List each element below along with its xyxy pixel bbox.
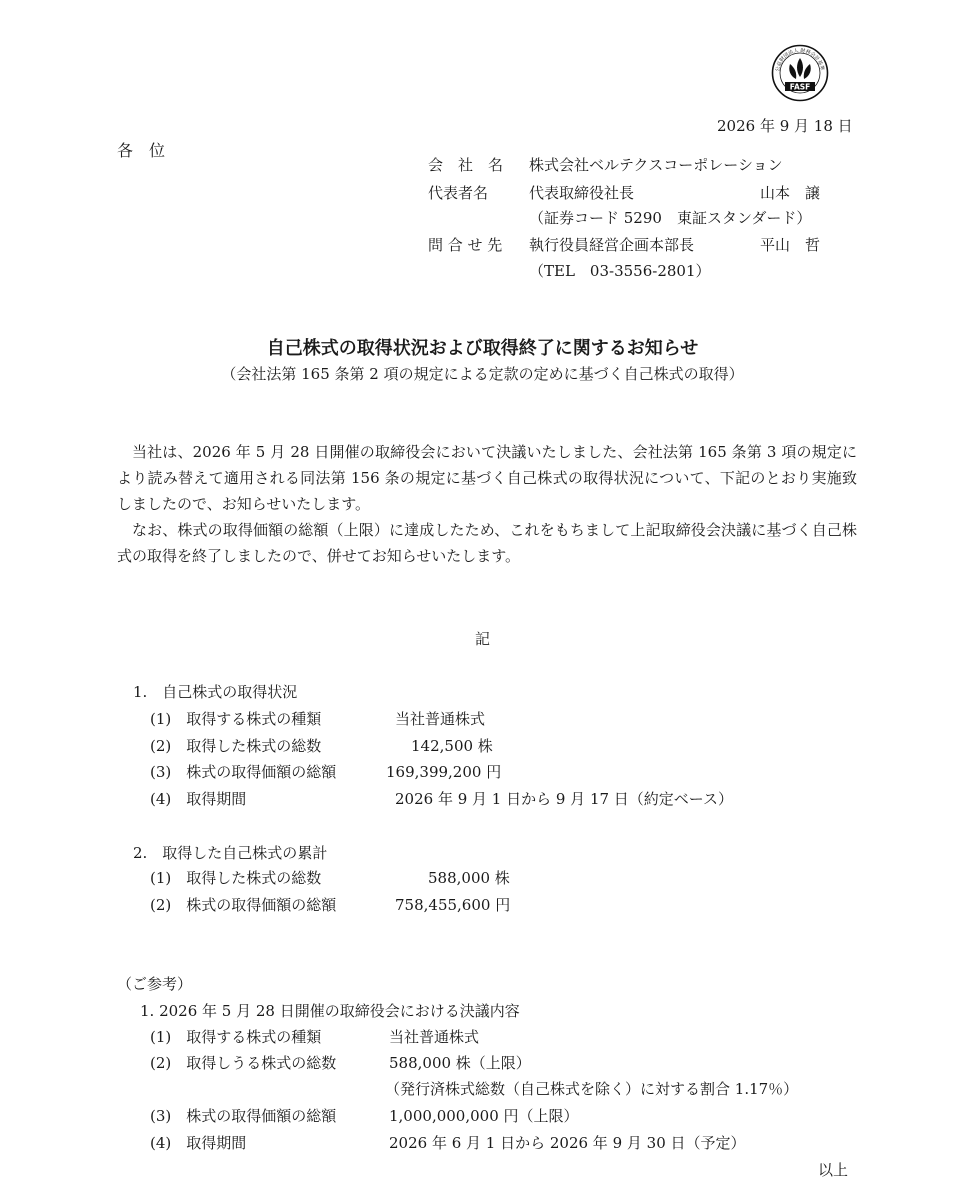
contact-tel: （TEL 03-3556-2801） xyxy=(529,262,711,280)
company-name-label: 会 社 名 xyxy=(428,156,504,174)
fasf-logo xyxy=(771,44,829,102)
section1-item-label: (1) 取得する株式の種類 xyxy=(150,710,322,728)
reference-item-value: 2026 年 6 月 1 日から 2026 年 9 月 30 日（予定） xyxy=(389,1134,746,1152)
reference-item-note: （発行済株式総数（自己株式を除く）に対する割合 1.17％） xyxy=(385,1080,799,1098)
section1-item-label: (2) 取得した株式の総数 xyxy=(150,737,322,755)
section1-item-value: 当社普通株式 xyxy=(395,710,486,728)
ki-marker: 記 xyxy=(474,630,490,648)
body-paragraph-1: 当社は、2026 年 5 月 28 日開催の取締役会において決議いたしました、会社法第 165 条第 3 項の規定により読み替えて適用される同法第 156 条の規定に基づく自己株式の取得状況について、下記のとおり実施致しましたので、お知らせいたします。 xyxy=(117,443,857,513)
document-title: 自己株式の取得状況および取得終了に関するお知らせ xyxy=(266,338,699,359)
body-paragraph-2: なお、株式の取得価額の総額（上限）に達成したため、これをもちまして上記取締役会決議に基づく自己株式の取得を終了しましたので、併せてお知らせいたします。 xyxy=(117,521,857,565)
reference-item-label: (4) 取得期間 xyxy=(150,1134,247,1152)
reference-item-label: (1) 取得する株式の種類 xyxy=(150,1028,322,1046)
closing-mark: 以上 xyxy=(818,1161,849,1179)
section1-heading: 1. 自己株式の取得状況 xyxy=(133,683,298,701)
section1-item-value: 2026 年 9 月 1 日から 9 月 17 日（約定ベース） xyxy=(395,790,734,808)
release-date: 2026 年 9 月 18 日 xyxy=(717,117,853,135)
reference-subheading: 1. 2026 年 5 月 28 日開催の取締役会における決議内容 xyxy=(140,1002,520,1020)
representative-name: 山本 譲 xyxy=(760,184,821,202)
reference-item-label: (2) 取得しうる株式の総数 xyxy=(150,1054,337,1072)
reference-item-value: 当社普通株式 xyxy=(389,1028,480,1046)
section1-item-label: (4) 取得期間 xyxy=(150,790,247,808)
section1-item-label: (3) 株式の取得価額の総額 xyxy=(150,763,337,781)
addressee: 各 位 xyxy=(117,141,166,160)
section2-item-value: 758,455,600 円 xyxy=(395,896,511,914)
contact-title: 執行役員経営企画本部長 xyxy=(529,236,695,254)
representative-label: 代表者名 xyxy=(428,184,489,202)
reference-heading: （ご参考） xyxy=(117,975,193,993)
representative-title: 代表取締役社長 xyxy=(529,184,635,202)
logo-text: FASF xyxy=(789,82,811,92)
section2-heading: 2. 取得した自己株式の累計 xyxy=(133,844,328,862)
svg-text:公益財団法人 財務会計基準機構 会員: 公益財団法人 財務会計基準 xyxy=(774,47,825,73)
document-subtitle: （会社法第 165 条第 2 項の規定による定款の定めに基づく自己株式の取得） xyxy=(221,365,744,383)
contact-label: 問 合 せ 先 xyxy=(428,236,503,254)
contact-name: 平山 哲 xyxy=(760,236,821,254)
section2-item-label: (1) 取得した株式の総数 xyxy=(150,869,322,887)
section1-item-value: 142,500 株 xyxy=(411,737,493,755)
company-name: 株式会社ベルテクスコーポレーション xyxy=(529,156,783,174)
section2-item-label: (2) 株式の取得価額の総額 xyxy=(150,896,337,914)
section1-item-value: 169,399,200 円 xyxy=(386,763,502,781)
reference-item-value: 1,000,000,000 円（上限） xyxy=(389,1107,579,1125)
securities-code: （証券コード 5290 東証スタンダード） xyxy=(529,209,812,227)
reference-item-value: 588,000 株（上限） xyxy=(389,1054,531,1072)
reference-item-label: (3) 株式の取得価額の総額 xyxy=(150,1107,337,1125)
section2-item-value: 588,000 株 xyxy=(428,869,510,887)
